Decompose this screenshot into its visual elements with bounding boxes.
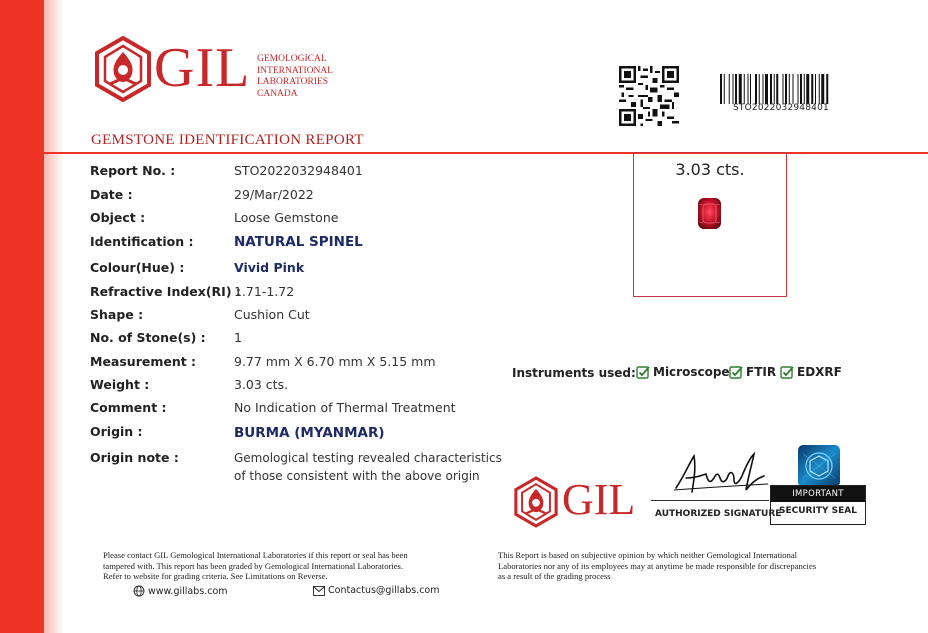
barcode-number: STO2022032948401	[733, 103, 829, 113]
disclaimer-line: Laboratories nor any of its employees may at anytime be made responsible for discrepancies	[498, 560, 817, 571]
field-value-origin: BURMA (MYANMAR)	[234, 425, 385, 441]
barcode-bar	[798, 74, 799, 104]
disclaimer-right	[498, 550, 816, 582]
barcode-bar	[733, 74, 734, 104]
barcode-bar	[800, 74, 802, 104]
barcode-bar	[804, 74, 805, 104]
field-label-colour: Colour(Hue) :	[90, 260, 185, 275]
barcode-bar	[770, 74, 772, 104]
gem-photo-frame	[633, 152, 787, 297]
barcode-bar	[783, 74, 784, 104]
disclaimer-line: tampered with. This report has been graded by Gemological International Laboratories.	[103, 560, 404, 571]
field-value-identification: NATURAL SPINEL	[234, 234, 363, 250]
logo-wordmark: GIL	[154, 37, 251, 99]
field-label-origin: Origin :	[90, 424, 143, 439]
field-value-object: Loose Gemstone	[234, 210, 339, 225]
field-label-measurement: Measurement :	[90, 354, 197, 369]
logo-subtitle-line: LABORATORIES	[257, 77, 329, 87]
barcode-bar	[821, 74, 824, 104]
website-link[interactable]	[133, 585, 228, 597]
gil-emblem-icon	[512, 476, 560, 528]
gil-emblem-icon	[92, 36, 154, 102]
left-red-stripe	[0, 0, 44, 633]
disclaimer-line: Refer to website for grading criteria. See Limitations on Reverse.	[103, 571, 328, 582]
checkbox-checked-icon	[636, 365, 650, 379]
disclaimer-left	[103, 550, 408, 582]
disclaimer-line: This Report is based on subjective opinion by which neither Gemological International	[498, 550, 798, 560]
barcode-bar	[750, 74, 751, 104]
logo-subtitle-line: GEMOLOGICAL	[257, 54, 327, 64]
field-label-date: Date :	[90, 187, 133, 202]
disclaimer-line: as a result of the grading process	[498, 571, 611, 582]
barcode-bar	[811, 74, 813, 104]
security-seal-box	[770, 485, 866, 525]
field-label-report-no: Report No. :	[90, 163, 176, 178]
barcode-bar	[765, 74, 768, 104]
origin-note-line: Gemological testing revealed characteristics	[234, 451, 502, 465]
barcode-bar	[819, 74, 820, 104]
instrument-name: EDXRF	[797, 365, 842, 379]
seal-security-label: SECURITY SEAL	[779, 506, 857, 516]
barcode-bar	[759, 74, 760, 104]
instrument-microscope	[636, 365, 730, 379]
field-value-weight: 3.03 cts.	[234, 377, 289, 392]
photo-weight: 3.03 cts.	[675, 160, 745, 179]
field-label-origin-note: Origin note :	[90, 450, 179, 465]
email-link[interactable]	[313, 585, 440, 596]
barcode-bar	[789, 74, 790, 104]
logo-subtitle	[257, 54, 333, 100]
field-value-comment: No Indication of Thermal Treatment	[234, 400, 456, 415]
barcode-bar	[774, 74, 775, 104]
instruments-label: Instruments used:	[512, 366, 636, 380]
barcode-bar	[748, 74, 749, 104]
instrument-edxrf	[780, 365, 842, 379]
barcode-bar	[826, 74, 828, 104]
gemstone-image	[697, 197, 722, 230]
field-value-measurement: 9.77 mm X 6.70 mm X 5.15 mm	[234, 354, 436, 369]
field-label-object: Object :	[90, 210, 146, 225]
signature-line	[651, 500, 769, 501]
seal-important-label: IMPORTANT	[771, 486, 865, 502]
field-value-shape: Cushion Cut	[234, 307, 310, 322]
website-text: www.gillabs.com	[148, 585, 228, 597]
instrument-ftir	[729, 365, 776, 379]
barcode-bar	[755, 74, 757, 104]
instrument-name: Microscope	[653, 365, 730, 379]
barcode-bar	[720, 74, 722, 104]
field-value-colour: Vivid Pink	[234, 260, 305, 275]
barcode-bar	[806, 74, 809, 104]
instrument-name: FTIR	[746, 365, 777, 379]
barcode-bar	[739, 74, 742, 104]
stripe-fade	[44, 0, 64, 633]
barcode-bar	[776, 74, 778, 104]
field-label-comment: Comment :	[90, 400, 167, 415]
field-label-identification: Identification :	[90, 234, 194, 249]
handwritten-signature	[672, 448, 772, 500]
checkbox-checked-icon	[729, 365, 743, 379]
field-value-report-no: STO2022032948401	[234, 163, 363, 178]
qr-code	[619, 66, 679, 126]
title-rule	[44, 152, 928, 154]
checkbox-checked-icon	[780, 365, 794, 379]
field-label-refractive-index: Refractive Index(RI) :	[90, 284, 241, 299]
globe-icon	[133, 585, 145, 597]
field-value-refractive-index: 1.71-1.72	[234, 284, 295, 299]
envelope-icon	[313, 586, 325, 596]
report-title: GEMSTONE IDENTIFICATION REPORT	[91, 132, 364, 148]
footer-logo-wordmark: GIL	[562, 475, 636, 524]
barcode-bar	[735, 74, 737, 104]
field-value-origin-note	[234, 449, 502, 485]
barcode	[720, 74, 863, 104]
field-label-stones: No. of Stone(s) :	[90, 330, 206, 345]
disclaimer-line: Please contact GIL Gemological International Laboratories if this report or seal has been	[103, 550, 408, 560]
barcode-bar	[815, 74, 816, 104]
logo-subtitle-line: INTERNATIONAL	[257, 65, 333, 76]
barcode-bar	[793, 74, 794, 104]
hologram-seal-icon	[797, 444, 841, 488]
email-text: Contactus@gillabs.com	[328, 585, 440, 596]
barcode-bar	[724, 74, 725, 104]
field-value-date: 29/Mar/2022	[234, 187, 314, 202]
barcode-bar	[744, 74, 745, 104]
field-label-shape: Shape :	[90, 307, 144, 322]
barcode-bar	[763, 74, 764, 104]
barcode-bar	[729, 74, 730, 104]
origin-note-line: of those consistent with the above origin	[234, 469, 480, 483]
barcode-bar	[785, 74, 787, 104]
signature-label: AUTHORIZED SIGNATURE	[655, 509, 782, 519]
field-value-stones: 1	[234, 330, 242, 345]
logo-subtitle-line: CANADA	[257, 88, 298, 99]
field-label-weight: Weight :	[90, 377, 150, 392]
